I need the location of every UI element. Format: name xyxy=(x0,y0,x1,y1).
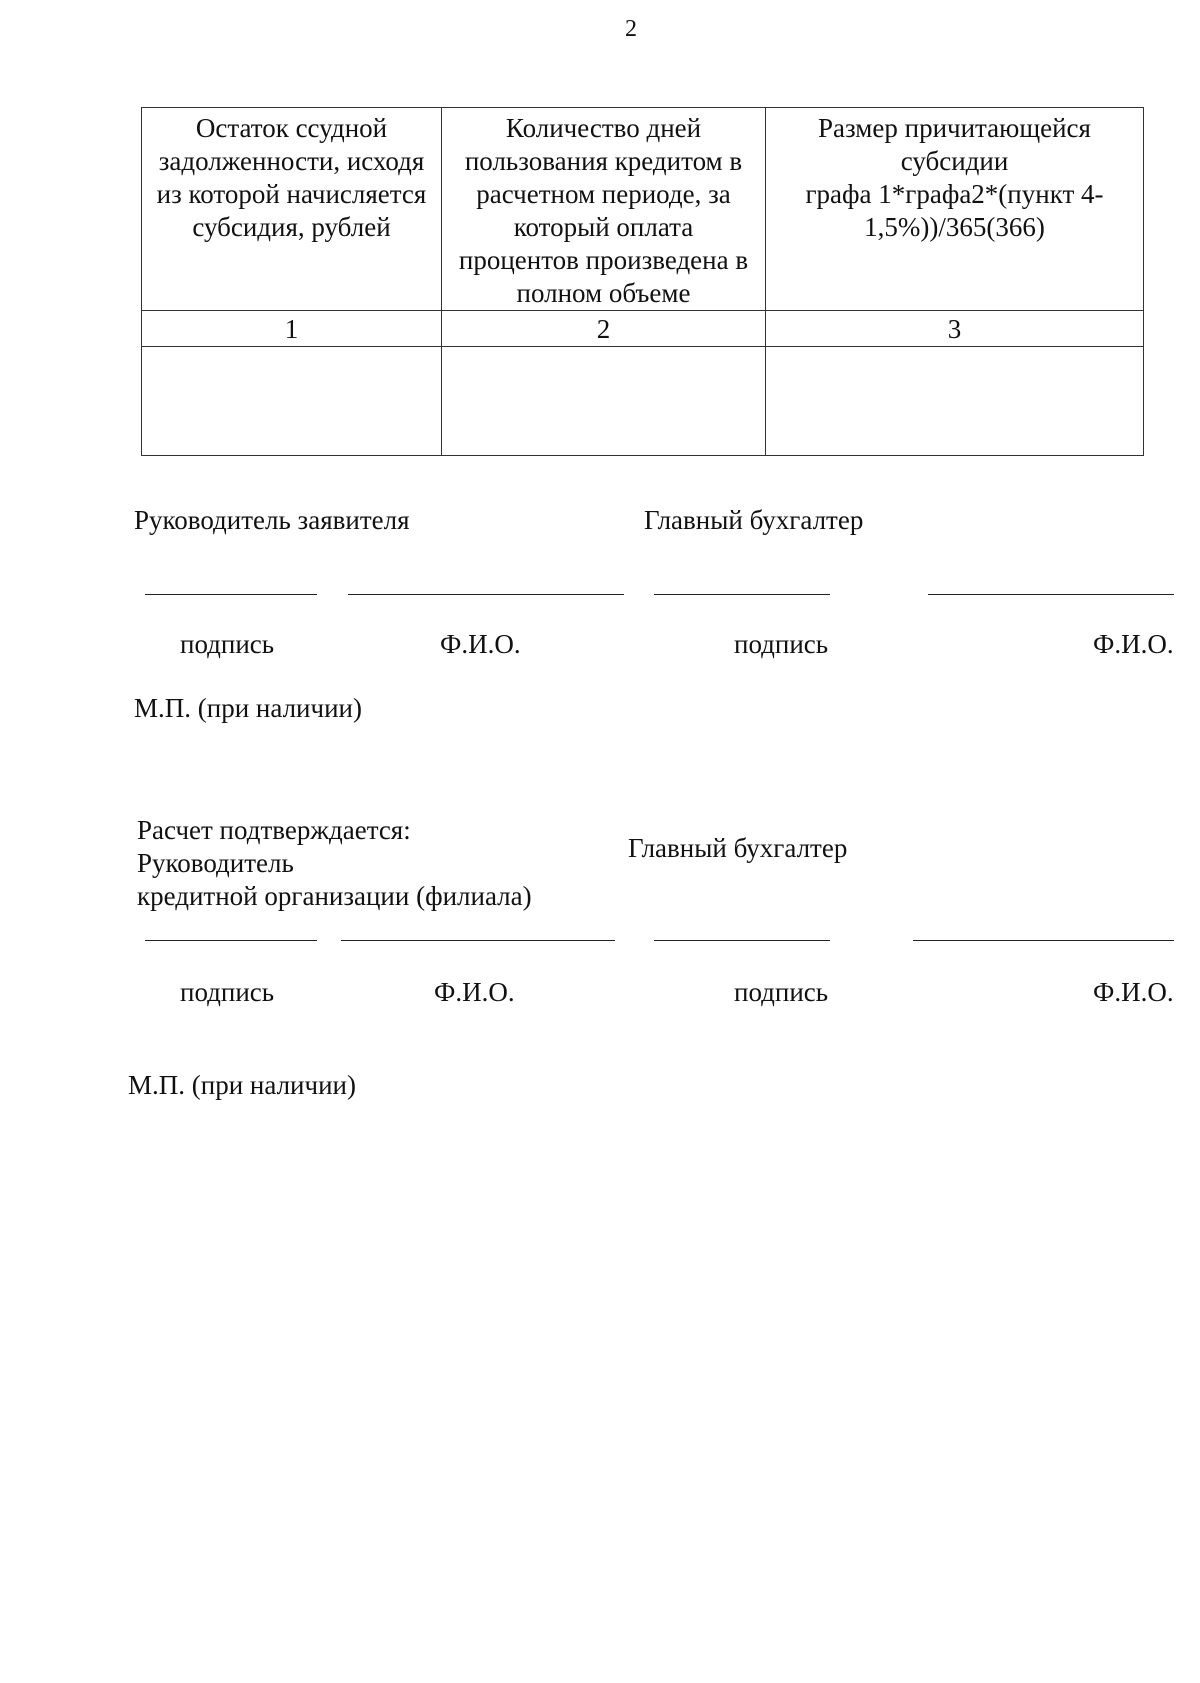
table-data-row xyxy=(142,347,1144,456)
data-cell-loan-balance[interactable] xyxy=(142,347,442,456)
header-line: Остаток ссудной xyxy=(195,113,388,143)
applicant-head-name-line xyxy=(348,594,624,595)
header-line: 1,5%))/365(366) xyxy=(864,212,1045,242)
applicant-head-name-caption: Ф.И.О. xyxy=(440,629,521,659)
header-line: полном объеме xyxy=(516,278,691,308)
bank-head-signature-line xyxy=(145,940,317,941)
bank-head-name-line xyxy=(341,940,615,941)
applicant-head-signature-caption: подпись xyxy=(180,629,275,659)
header-line: расчетном периоде, за xyxy=(476,179,731,209)
applicant-accountant-name-caption: Ф.И.О. xyxy=(1093,629,1174,659)
bank-head-signature-caption: подпись xyxy=(180,977,275,1007)
header-cell-loan-balance xyxy=(142,108,442,311)
applicant-accountant-label: Главный бухгалтер xyxy=(644,505,864,535)
bank-confirmation-label xyxy=(137,814,532,913)
column-number-row xyxy=(142,311,1144,347)
column-number-cell: 3 xyxy=(766,311,1144,347)
header-cell-subsidy-amount xyxy=(766,108,1144,311)
header-line: который оплата xyxy=(513,212,694,242)
header-line: Количество дней xyxy=(505,113,702,143)
bank-accountant-name-caption: Ф.И.О. xyxy=(1093,977,1174,1007)
bank-accountant-label: Главный бухгалтер xyxy=(628,833,848,863)
header-line: процентов произведена в xyxy=(458,245,749,275)
bank-accountant-signature-line xyxy=(654,940,830,941)
header-cell-days-count xyxy=(442,108,766,311)
applicant-accountant-signature-caption: подпись xyxy=(734,629,829,659)
applicant-accountant-name-line xyxy=(928,594,1174,595)
header-line: Размер причитающейся xyxy=(818,113,1091,143)
header-line: субсидии xyxy=(900,146,1009,176)
applicant-head-label: Руководитель заявителя xyxy=(134,505,410,535)
bank-accountant-name-line xyxy=(913,940,1174,941)
confirmation-line: Расчет подтверждается: xyxy=(137,815,411,845)
header-line: из которой начисляется xyxy=(156,179,427,209)
subsidy-calculation-table xyxy=(141,107,1144,456)
page-number: 2 xyxy=(625,16,637,42)
header-line: задолженности, исходя xyxy=(158,146,425,176)
data-cell-subsidy-amount[interactable] xyxy=(766,347,1144,456)
table-header-row xyxy=(142,108,1144,311)
applicant-seal-note: М.П. (при наличии) xyxy=(134,693,362,723)
bank-head-name-caption: Ф.И.О. xyxy=(434,977,515,1007)
header-line: графа 1*графа2*(пункт 4- xyxy=(805,179,1104,209)
applicant-head-signature-line xyxy=(145,594,317,595)
column-number-cell: 2 xyxy=(442,311,766,347)
header-line: пользования кредитом в xyxy=(464,146,743,176)
data-cell-days-count[interactable] xyxy=(442,347,766,456)
applicant-accountant-signature-line xyxy=(654,594,830,595)
confirmation-line: Руководитель xyxy=(137,848,294,878)
confirmation-line: кредитной организации (филиала) xyxy=(137,881,532,911)
bank-accountant-signature-caption: подпись xyxy=(734,977,829,1007)
header-line: субсидия, рублей xyxy=(192,212,391,242)
column-number-cell: 1 xyxy=(142,311,442,347)
bank-seal-note: М.П. (при наличии) xyxy=(128,1070,356,1100)
